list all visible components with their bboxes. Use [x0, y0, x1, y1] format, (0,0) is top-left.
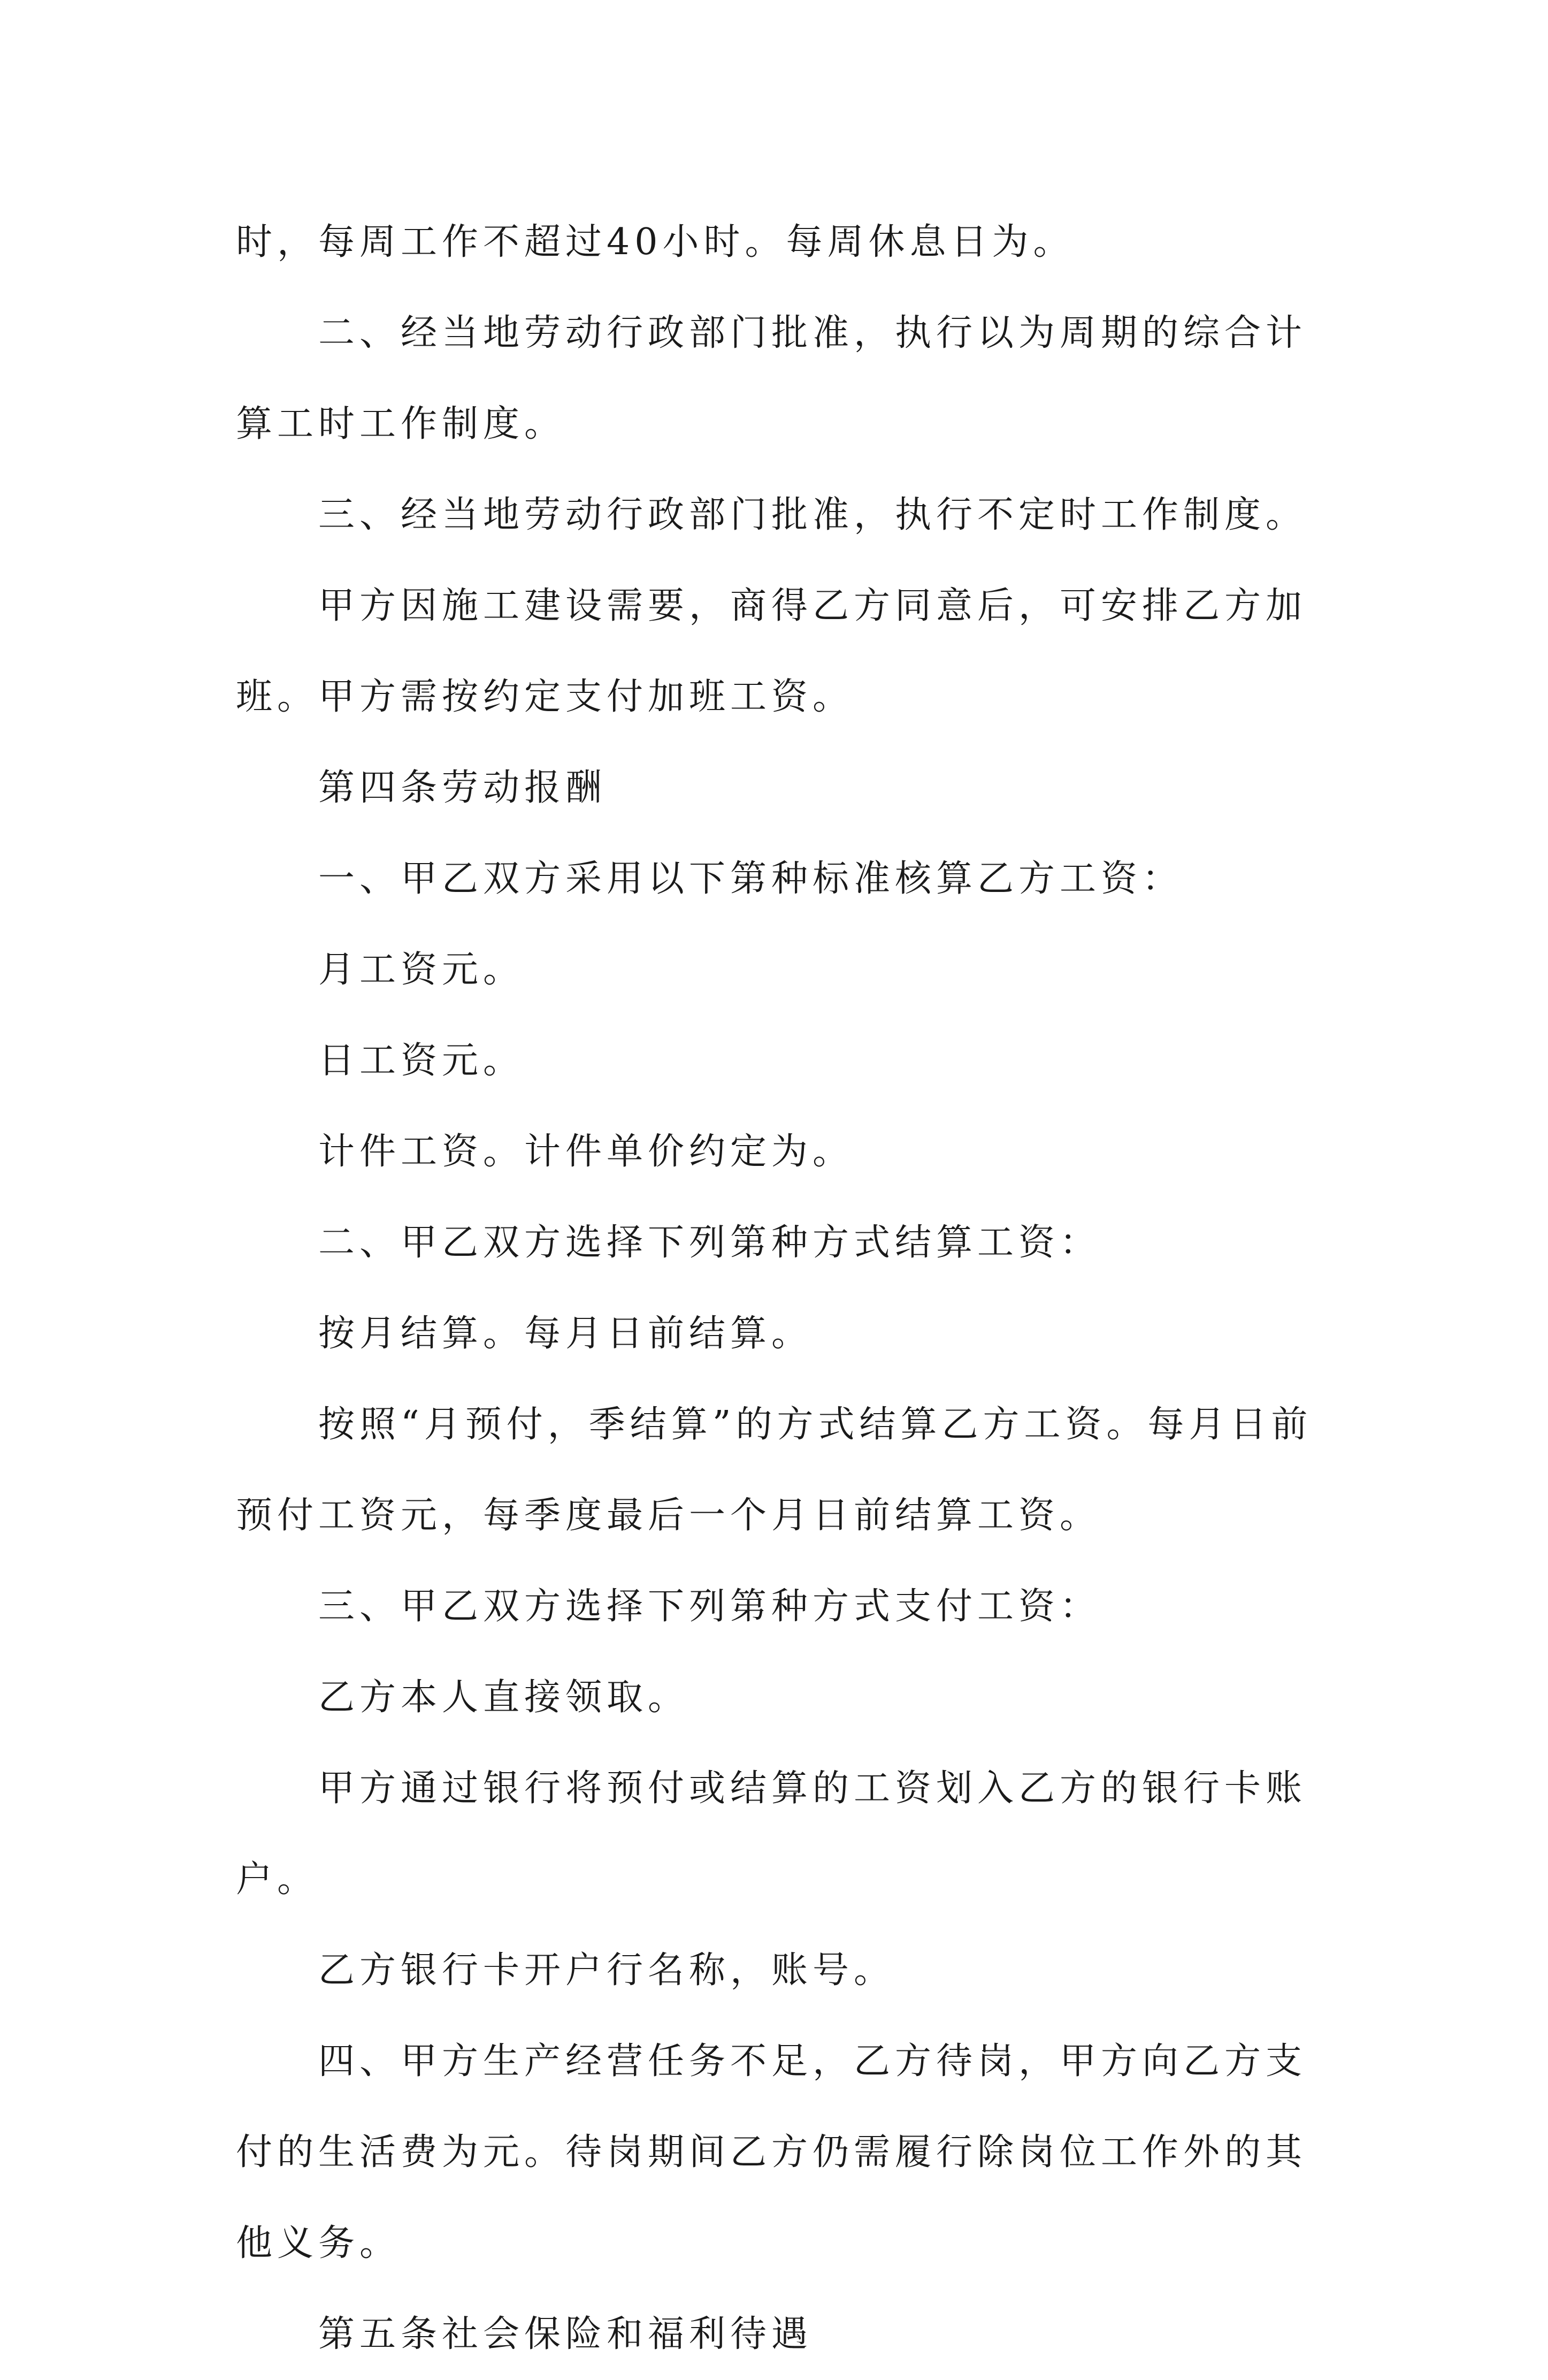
paragraph-flexible-hours: 三、经当地劳动行政部门批准，执行不定时工作制度。: [318, 494, 1307, 536]
paragraph-standby-allowance: 四、甲方生产经营任务不足，乙方待岗，甲方向乙方支付的生活费为元。待岗期间乙方仍需履行除岗位工作外的其他义务。: [236, 2040, 1307, 2264]
heading-article-4: 第四条劳动报酬: [318, 767, 607, 809]
paragraph-bank-account: 乙方银行卡开户行名称，账号。: [318, 1949, 895, 1992]
paragraph-overtime: 甲方因施工建设需要，商得乙方同意后，可安排乙方加班。甲方需按约定支付加班工资。: [236, 585, 1307, 718]
paragraph-settlement-method: 二、甲乙双方选择下列第种方式结算工资：: [318, 1222, 1101, 1264]
paragraph-daily-wage: 日工资元。: [318, 1040, 525, 1082]
paragraph-piece-wage: 计件工资。计件单价约定为。: [318, 1131, 854, 1173]
paragraph-wage-standard: 一、甲乙双方采用以下第种标准核算乙方工资：: [318, 858, 1184, 900]
paragraph-bank-transfer: 甲方通过银行将预付或结算的工资划入乙方的银行卡账户。: [236, 1767, 1307, 1901]
paragraph-monthly-settlement: 按月结算。每月日前结算。: [318, 1313, 813, 1355]
paragraph-comprehensive-hours: 二、经当地劳动行政部门批准，执行以为周期的综合计算工时工作制度。: [236, 312, 1307, 445]
paragraph-working-hours-continued: 时，每周工作不超过40小时。每周休息日为。: [236, 221, 1075, 263]
paragraph-direct-collection: 乙方本人直接领取。: [318, 1676, 689, 1719]
paragraph-monthly-wage: 月工资元。: [318, 949, 525, 991]
paragraph-payment-method: 三、甲乙双方选择下列第种方式支付工资：: [318, 1585, 1101, 1628]
paragraph-quarterly-settlement: 按照“月预付，季结算”的方式结算乙方工资。每月日前预付工资元，每季度最后一个月日前结算工资。: [236, 1403, 1313, 1537]
heading-article-5: 第五条社会保险和福利待遇: [318, 2313, 813, 2355]
document-body: [236, 197, 1322, 2380]
